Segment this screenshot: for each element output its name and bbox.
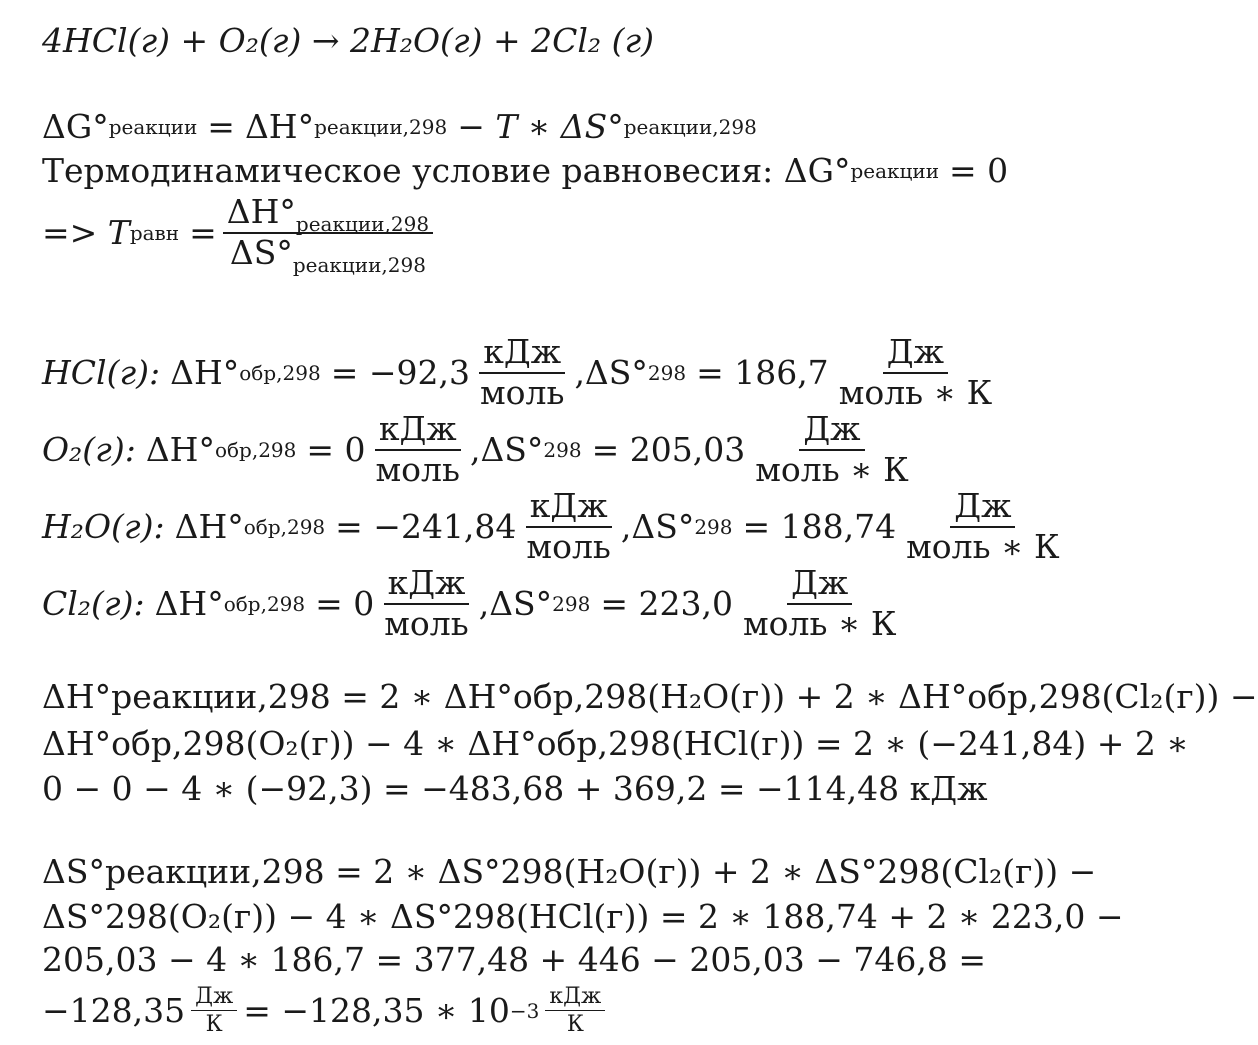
ds-calc-text: ΔS°298(O₂(г)) − 4 ∗ ΔS°298(HCl(г)) = 2 ∗ 188,74 + 2 ∗ 223,0 − [42, 897, 1124, 936]
frac-num-sub: реакции,298 [295, 212, 430, 236]
substance-row: Cl₂(г): ΔH° обр,298 = 0 $\frac{\text{кДж}}{\text{моль}}$ ,ΔS° 298 = 223,0 $\frac{Дж}{\text{моль ∗ К}}$ [42, 566, 906, 641]
unit-den: моль [375, 449, 460, 489]
unit-den: моль ∗ К [742, 603, 897, 643]
ds-symbol: ,ΔS° [478, 584, 553, 624]
reaction-equation [42, 21, 655, 60]
substance-label: HCl(г): [42, 353, 161, 393]
equilibrium-condition: Термодинамическое условие равновесия: ΔG° реакции = 0 [42, 151, 1009, 190]
dh-calc-line-2 [42, 724, 1189, 763]
t-eq-prefix: => T [42, 213, 130, 253]
unit-den: К [566, 1012, 584, 1038]
unit-num: Дж [799, 412, 864, 451]
reaction-text: 4HCl(г) + O₂(г) → 2H₂O(г) + 2Cl₂ (г) [42, 21, 655, 60]
j-per-mol-k-unit [902, 486, 1063, 566]
unit-den: моль [479, 372, 565, 412]
unit-num: Дж [191, 985, 237, 1011]
ds-calc-line-4: −128,35 $\frac{Дж}{К}$ = −128,35 ∗ 10 −3 $\frac{\text{кДж}}{К}$ [42, 985, 611, 1036]
ds-calc-line-3 [42, 940, 987, 979]
t-equilibrium-formula: => T равн = $\frac{\Delta H^\circ_{реакции,298}}{\Delta S^\circ_{реакции,298}}$ [42, 195, 439, 270]
unit-num: Дж [787, 566, 852, 605]
unit-num: кДж [384, 566, 470, 605]
ds-calc-line-2 [42, 897, 1124, 936]
unit-num: Дж [950, 489, 1015, 528]
dh-calc-text: ΔH°реакции,298 = 2 ∗ ΔH°обр,298(H₂O(г)) + 2 ∗ ΔH°обр,298(Cl₂(г)) − [42, 677, 1258, 716]
dh-value: = −92,3 [330, 353, 470, 393]
unit-den: моль ∗ К [755, 449, 909, 489]
kj-per-mol-unit [476, 332, 568, 412]
dh-value: = −241,84 [335, 507, 517, 547]
ds-symbol: ,ΔS° [620, 507, 695, 547]
ds-value: = 205,03 [591, 430, 746, 470]
equals-sign: = [207, 107, 235, 146]
dh-calc-line-1 [42, 677, 1258, 716]
ds-result-kj: = −128,35 ∗ 10 [243, 991, 510, 1031]
substance-row: HCl(г): ΔH° обр,298 = −92,3 $\frac{\text{кДж}}{\text{моль}}$ ,ΔS° 298 = 186,7 $\frac{Дж}{\text{моль ∗ К}}$ [42, 335, 1002, 410]
equals-sign: = [189, 213, 217, 253]
ds-result-j: −128,35 [42, 991, 186, 1031]
gibbs-equation: ΔG° реакции = ΔH° реакции,298 − T ∗ ΔS° реакции,298 [42, 107, 757, 146]
substance-row: H₂O(г): ΔH° обр,298 = −241,84 $\frac{\text{кДж}}{\text{моль}}$ ,ΔS° 298 = 188,74 $\frac{Дж}{\text{моль ∗ К}}$ [42, 489, 1070, 564]
ds-calc-text: 205,03 − 4 ∗ 186,7 = 377,48 + 446 − 205,03 − 746,8 = [42, 940, 987, 979]
dh-value: = 0 [315, 584, 375, 624]
dh-calc-text: ΔH°обр,298(O₂(г)) − 4 ∗ ΔH°обр,298(HCl(г)) = 2 ∗ (−241,84) + 2 ∗ [42, 724, 1189, 763]
ds-calc-text: ΔS°реакции,298 = 2 ∗ ΔS°298(H₂O(г)) + 2 ∗ ΔS°298(Cl₂(г)) − [42, 852, 1097, 891]
dh-symbol: ΔH° [174, 507, 244, 547]
kj-per-k-unit [545, 985, 605, 1036]
j-per-mol-k-unit [739, 563, 900, 643]
condition-text: Термодинамическое условие равновесия: ΔG° [42, 151, 851, 190]
frac-den-main: ΔS° [229, 232, 293, 272]
j-per-k-unit [191, 985, 237, 1036]
dg-symbol: ΔG° [42, 107, 109, 146]
j-per-mol-k-unit [751, 409, 912, 489]
unit-den: моль [526, 526, 611, 566]
t-ds-term: − T ∗ ΔS° [457, 107, 624, 146]
unit-den: моль ∗ К [838, 372, 993, 412]
unit-num: кДж [375, 412, 461, 451]
substance-label: H₂O(г): [42, 507, 165, 547]
unit-num: кДж [479, 335, 565, 374]
dh-symbol: ΔH° [244, 107, 315, 146]
kj-per-mol-unit [372, 409, 464, 489]
frac-den-sub: реакции,298 [292, 252, 426, 277]
unit-den: моль ∗ К [906, 526, 1060, 566]
ds-symbol: ,ΔS° [574, 353, 648, 393]
unit-num: Дж [883, 335, 948, 374]
condition-tail: = 0 [949, 151, 1009, 190]
dh-calc-line-3 [42, 769, 988, 808]
dh-symbol: ΔH° [170, 353, 240, 393]
ds-symbol: ,ΔS° [469, 430, 544, 470]
substance-label: O₂(г): [42, 430, 136, 470]
dh-symbol: ΔH° [145, 430, 215, 470]
j-per-mol-k-unit [835, 332, 996, 412]
unit-den: К [205, 1012, 223, 1038]
ds-calc-line-1 [42, 852, 1097, 891]
ds-value: = 186,7 [696, 353, 829, 393]
kj-per-mol-unit [522, 486, 614, 566]
substance-label: Cl₂(г): [42, 584, 145, 624]
kj-per-mol-unit [380, 563, 472, 643]
ds-value: = 188,74 [742, 507, 897, 547]
frac-num-main: ΔH° [226, 192, 296, 231]
dh-symbol: ΔH° [154, 584, 224, 624]
dh-calc-text: 0 − 0 − 4 ∗ (−92,3) = −483,68 + 369,2 = −114,48 кДж [42, 769, 988, 808]
unit-num: кДж [526, 489, 612, 528]
substance-row: O₂(г): ΔH° обр,298 = 0 $\frac{\text{кДж}}{\text{моль}}$ ,ΔS° 298 = 205,03 $\frac{Дж}{\text{моль ∗ К}}$ [42, 412, 919, 487]
dh-value: = 0 [306, 430, 366, 470]
unit-num: кДж [545, 985, 605, 1011]
ds-value: = 223,0 [600, 584, 733, 624]
unit-den: моль [384, 603, 469, 643]
